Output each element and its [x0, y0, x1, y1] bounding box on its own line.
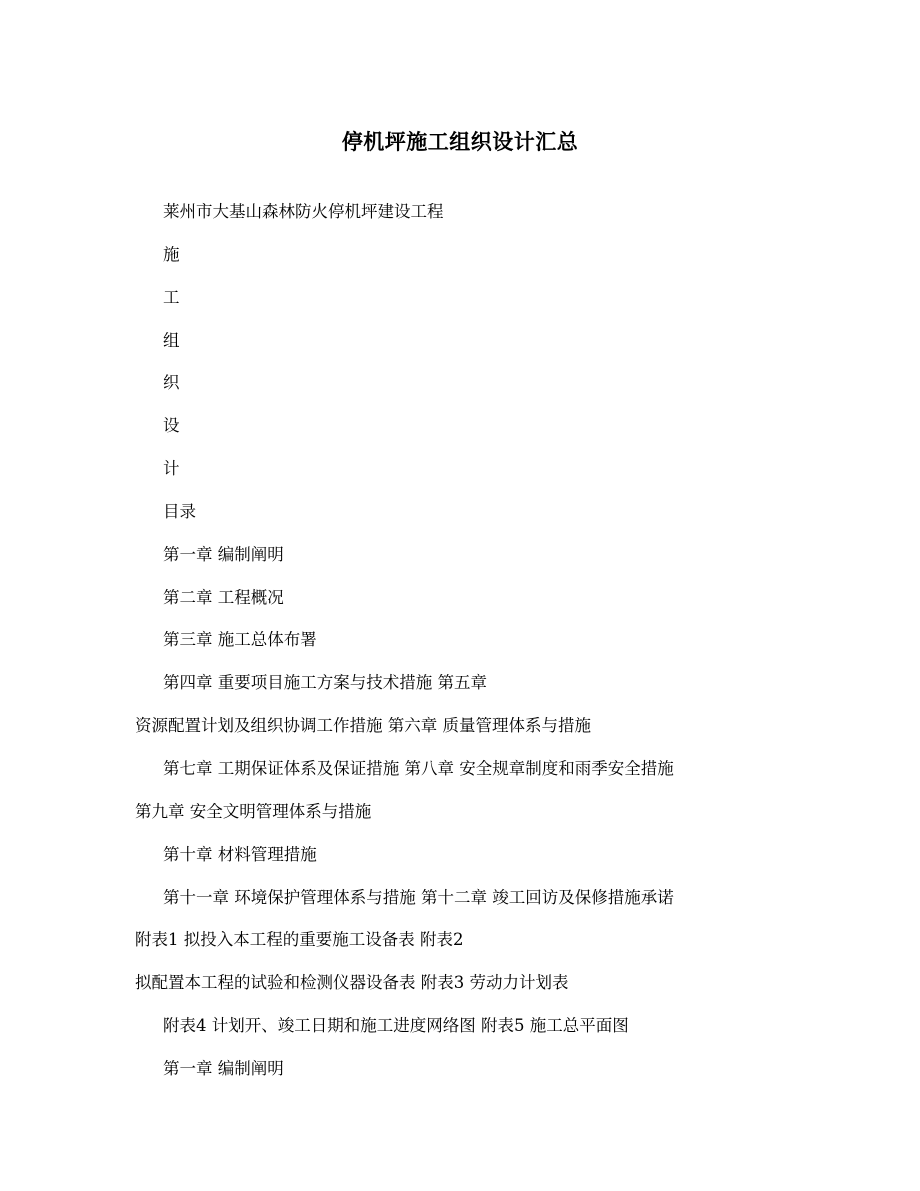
paragraph-line: 计 — [163, 459, 180, 479]
paragraph-line: 第七章 工期保证体系及保证措施 第八章 安全规章制度和雨季安全措施 — [163, 758, 674, 778]
paragraph-line: 莱州市大基山森林防火停机坪建设工程 — [163, 202, 444, 221]
paragraph-line: 第十一章 环境保护管理体系与措施 第十二章 竣工回访及保修措施承诺 — [163, 887, 674, 907]
paragraph-line: 资源配置计划及组织协调工作措施 第六章 质量管理体系与措施 — [135, 716, 591, 736]
paragraph-line: 第九章 安全文明管理体系与措施 — [135, 801, 372, 821]
paragraph-line: 施 — [163, 244, 180, 264]
paragraph-line: 织 — [163, 373, 180, 393]
paragraph-line: 第三章 施工总体布署 — [163, 630, 317, 650]
document-title: 停机坪施工组织设计汇总 — [341, 129, 579, 154]
document-body — [135, 191, 755, 1091]
paragraph-line: 第二章 工程概况 — [163, 587, 284, 607]
paragraph-line: 第一章 编制阐明 — [163, 1058, 284, 1078]
paragraph-line: 拟配置本工程的试验和检测仪器设备表 附表3 劳动力计划表 — [135, 973, 569, 993]
paragraph-line: 第四章 重要项目施工方案与技术措施 第五章 — [163, 673, 487, 693]
paragraph-line: 目录 — [163, 501, 196, 521]
paragraph-line: 附表4 计划开、竣工日期和施工进度网络图 附表5 施工总平面图 — [163, 1016, 629, 1036]
paragraph-line: 第十章 材料管理措施 — [163, 844, 317, 864]
paragraph-line: 第一章 编制阐明 — [163, 544, 284, 564]
paragraph-line: 设 — [163, 416, 180, 436]
paragraph-line: 附表1 拟投入本工程的重要施工设备表 附表2 — [135, 930, 464, 950]
paragraph-line: 组 — [163, 330, 180, 350]
paragraph-line: 工 — [163, 287, 180, 307]
